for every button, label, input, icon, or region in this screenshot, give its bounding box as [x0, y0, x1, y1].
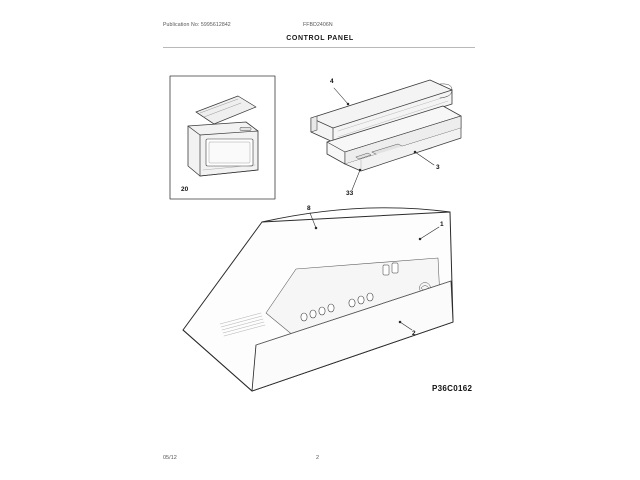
callout-8: 8	[307, 205, 311, 212]
publication-number: Publication No: 5995612842	[163, 22, 231, 28]
callout-1: 1	[440, 221, 444, 228]
callout-3: 3	[436, 164, 440, 171]
callout-20: 20	[181, 186, 189, 193]
footer-date: 05/12	[163, 455, 177, 461]
callout-33: 33	[346, 190, 354, 197]
callout-4: 4	[330, 78, 334, 85]
callout-2: 2	[412, 330, 416, 337]
part-1-outer-door	[183, 208, 453, 391]
drawing-code: P36C0162	[432, 384, 473, 393]
model-number: FFBD2406N	[303, 22, 333, 28]
inset-box-20	[170, 76, 275, 199]
footer-page-number: 2	[316, 455, 320, 461]
page-title: CONTROL PANEL	[286, 35, 354, 42]
